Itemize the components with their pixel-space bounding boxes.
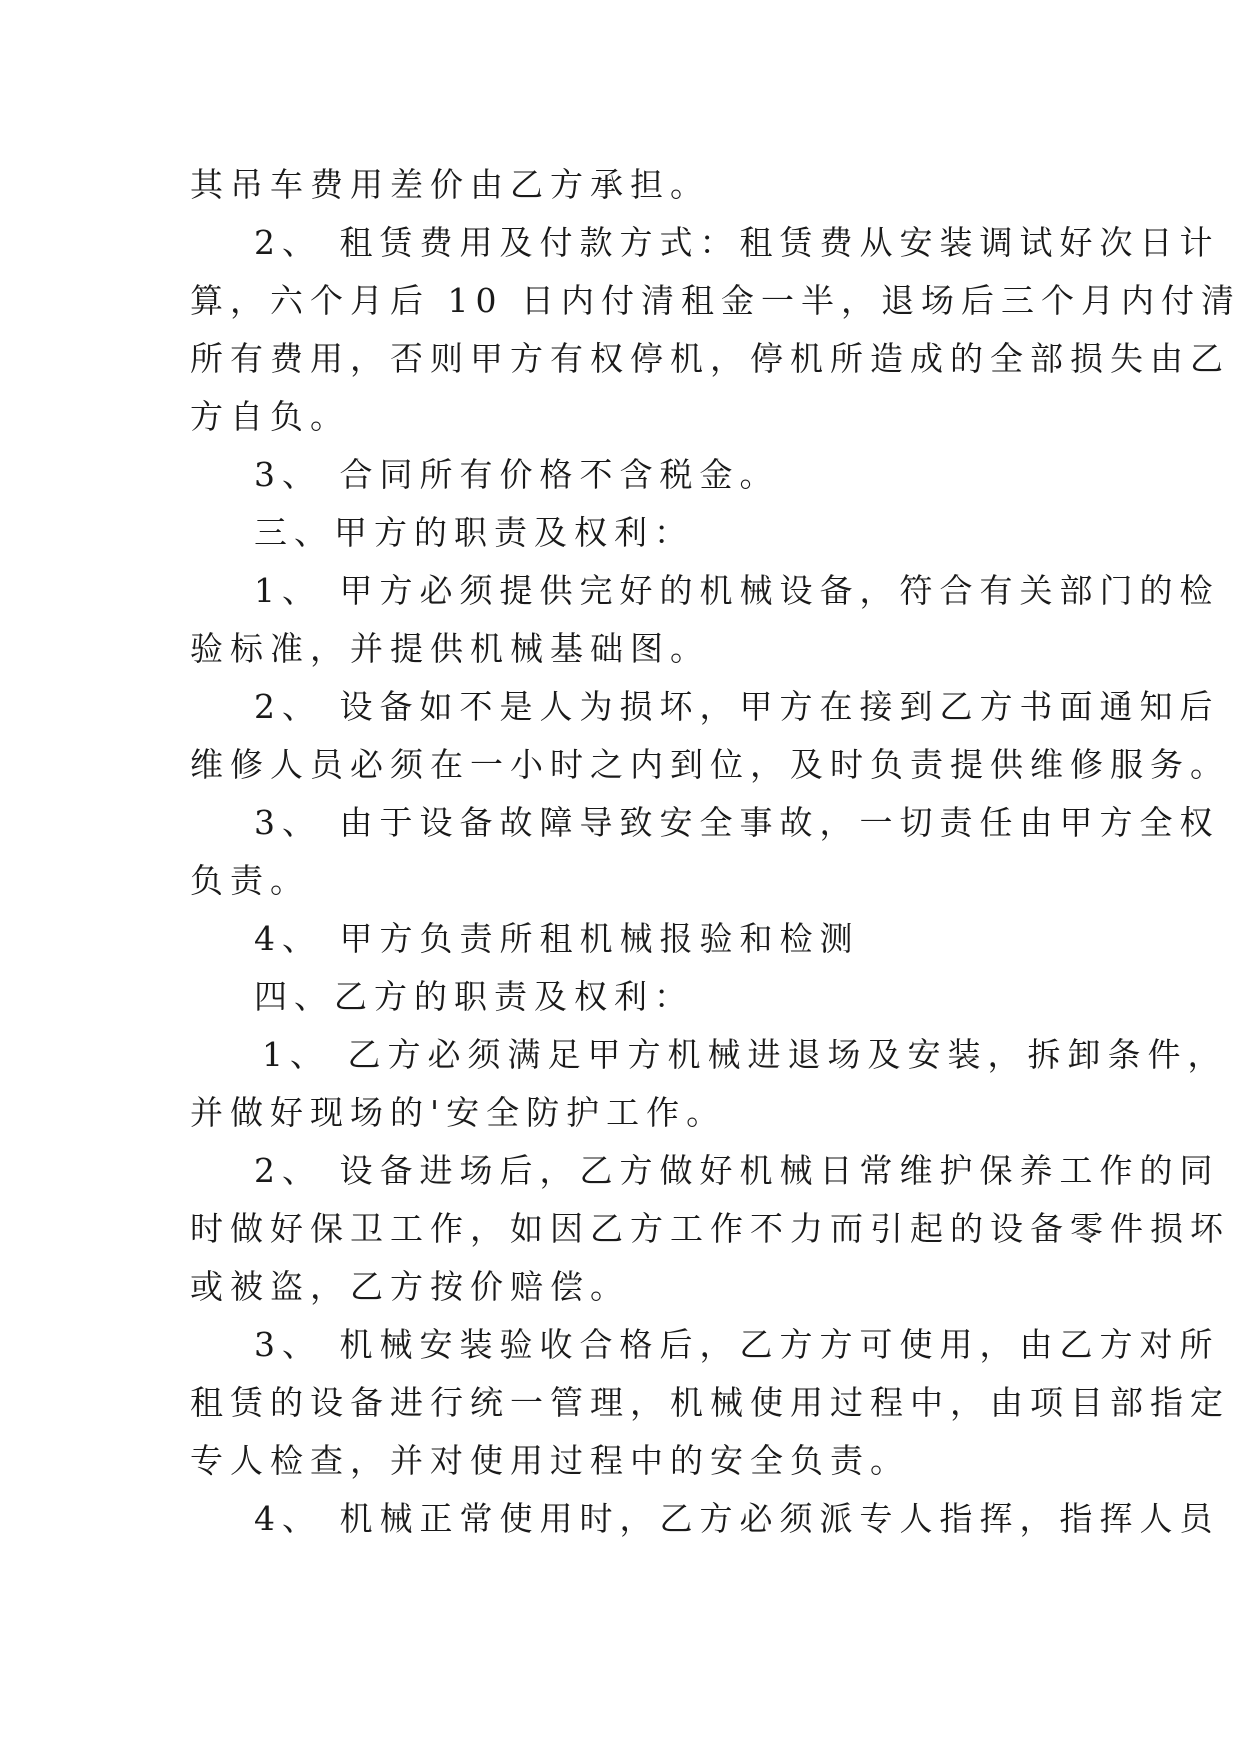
text-line: 3、 合同所有价格不含税金。 <box>254 455 780 494</box>
text-line: 4、 甲方负责所租机械报验和检测 <box>254 919 860 958</box>
section-heading: 四、乙方的职责及权利： <box>254 977 694 1016</box>
text-line: 4、 机械正常使用时，乙方必须派专人指挥，指挥人员 <box>254 1499 1220 1538</box>
text-line: 1、 乙方必须满足甲方机械进退场及安装，拆卸条件， <box>262 1035 1228 1074</box>
text-line: 负责。 <box>190 861 310 900</box>
text-line: 时做好保卫工作，如因乙方工作不力而引起的设备零件损坏 <box>190 1209 1230 1248</box>
text-line: 或被盗，乙方按价赔偿。 <box>190 1267 630 1306</box>
text-line: 3、 机械安装验收合格后，乙方方可使用，由乙方对所 <box>254 1325 1220 1364</box>
text-line: 验标准，并提供机械基础图。 <box>190 629 710 668</box>
text-line: 算，六个月后 10 日内付清租金一半，退场后三个月内付清 <box>190 281 1241 320</box>
text-line: 2、 租赁费用及付款方式：租赁费从安装调试好次日计 <box>254 223 1220 262</box>
text-line: 所有费用，否则甲方有权停机，停机所造成的全部损失由乙 <box>190 339 1230 378</box>
section-heading: 三、甲方的职责及权利： <box>254 513 694 552</box>
text-line: 2、 设备如不是人为损坏，甲方在接到乙方书面通知后 <box>254 687 1220 726</box>
text-line: 1、 甲方必须提供完好的机械设备，符合有关部门的检 <box>254 571 1220 610</box>
text-line: 3、 由于设备故障导致安全事故，一切责任由甲方全权 <box>254 803 1220 842</box>
text-line: 方自负。 <box>190 397 350 436</box>
text-line: 维修人员必须在一小时之内到位，及时负责提供维修服务。 <box>190 745 1230 784</box>
text-line: 专人检查，并对使用过程中的安全负责。 <box>190 1441 910 1480</box>
text-line: 2、 设备进场后，乙方做好机械日常维护保养工作的同 <box>254 1151 1220 1190</box>
text-line: 并做好现场的'安全防护工作。 <box>190 1093 727 1132</box>
text-line: 其吊车费用差价由乙方承担。 <box>190 165 710 204</box>
text-line: 租赁的设备进行统一管理，机械使用过程中，由项目部指定 <box>190 1383 1230 1422</box>
